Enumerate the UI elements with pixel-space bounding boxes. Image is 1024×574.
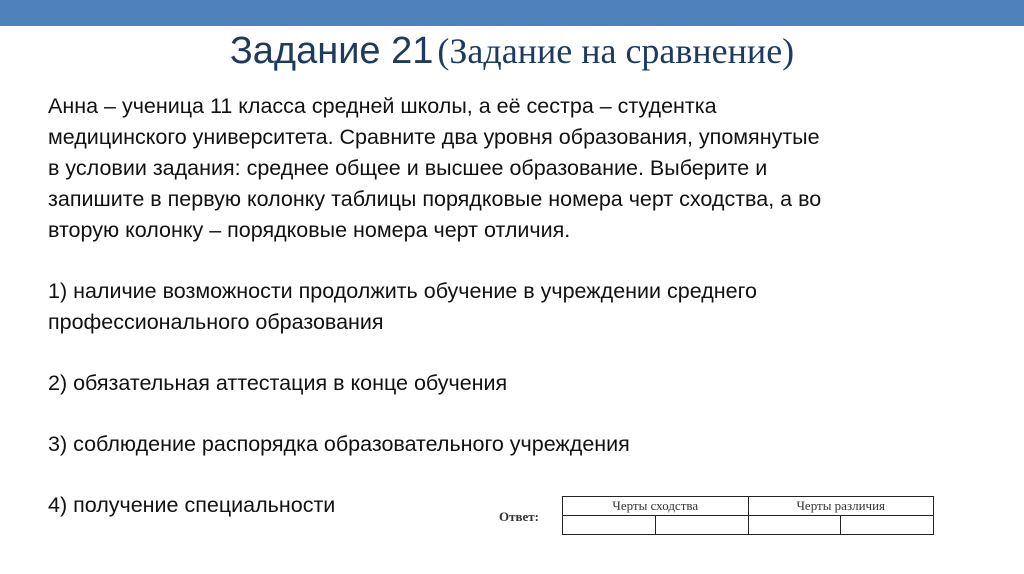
option-3 bbox=[48, 429, 630, 460]
option-4 bbox=[48, 490, 335, 521]
slide-title bbox=[0, 30, 1024, 73]
option-line: 2) обязательная аттестация в конце обучения bbox=[48, 371, 508, 395]
task-line: медицинского университета. Сравните два уровня образования, упомянутые bbox=[48, 125, 820, 149]
answer-table-row bbox=[563, 516, 934, 535]
answer-cell[interactable] bbox=[655, 516, 748, 535]
answer-label: Ответ: bbox=[499, 509, 540, 524]
answer-table-header-row bbox=[563, 497, 934, 516]
task-line: в условии задания: среднее общее и высшее образование. Выберите и bbox=[48, 156, 768, 180]
task-line: запишите в первую колонку таблицы порядковые номера черт сходства, а во bbox=[48, 187, 822, 211]
option-2 bbox=[48, 368, 507, 399]
task-description bbox=[48, 91, 821, 246]
header-differences: Черты различия bbox=[748, 497, 934, 516]
option-line: профессионального образования bbox=[48, 310, 384, 334]
option-1 bbox=[48, 276, 757, 338]
task-line: вторую колонку – порядковые номера черт отличия. bbox=[48, 218, 571, 242]
answer-cell[interactable] bbox=[841, 516, 934, 535]
top-accent-bar bbox=[0, 0, 1024, 26]
answer-cell[interactable] bbox=[563, 516, 656, 535]
header-similarities: Черты сходства bbox=[563, 497, 749, 516]
title-subtitle: (Задание на сравнение) bbox=[437, 31, 795, 71]
option-line: 3) соблюдение распорядка образовательного учреждения bbox=[48, 432, 630, 456]
answer-cell[interactable] bbox=[748, 516, 841, 535]
option-line: 4) получение специальности bbox=[48, 493, 336, 517]
option-line: 1) наличие возможности продолжить обучение в учреждении среднего bbox=[48, 279, 757, 303]
answer-table bbox=[562, 496, 934, 535]
title-main: Задание 21 bbox=[229, 30, 434, 72]
task-line: Анна – ученица 11 класса средней школы, а её сестра – студентка bbox=[48, 94, 717, 118]
